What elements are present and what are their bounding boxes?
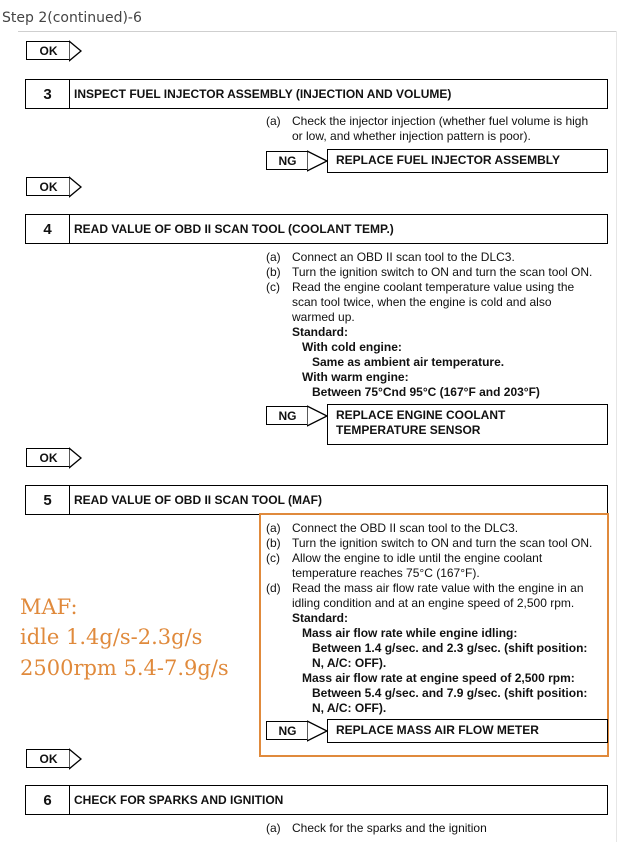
ok-label: OK (26, 749, 70, 768)
standard-heading: Standard: (292, 611, 349, 625)
ng-arrow-icon (307, 719, 329, 743)
step-4-header (25, 214, 608, 244)
ok-flag (26, 176, 82, 198)
standard-condition: Mass air flow rate at engine speed of 2,500 rpm: (302, 671, 575, 685)
ng-label: NG (266, 406, 308, 425)
standard-condition: Mass air flow rate while engine idling: (302, 626, 518, 640)
frame-border-right (616, 31, 617, 842)
step-5-header (25, 485, 608, 515)
handwritten-note-line: MAF: (20, 595, 78, 619)
step-title: INSPECT FUEL INJECTOR ASSEMBLY (INJECTION AND VOLUME) (74, 87, 452, 101)
standard-value: Same as ambient air temperature. (312, 355, 505, 369)
ng-arrow-icon (307, 149, 329, 173)
standard-condition: With warm engine: (302, 370, 409, 384)
ng-label: NG (266, 721, 308, 740)
ok-flag (26, 40, 82, 62)
ok-arrow-icon (69, 176, 83, 198)
standard-value: Between 75°Cnd 95°C (167°F and 203°F) (312, 385, 540, 399)
step-4-ng-result: REPLACE ENGINE COOLANT TEMPERATURE SENSOR (327, 404, 608, 445)
standard-value: N, A/C: OFF). (312, 656, 387, 670)
standard-condition: With cold engine: (302, 340, 402, 354)
ok-arrow-icon (69, 748, 83, 770)
standard-value: Between 1.4 g/sec. and 2.3 g/sec. (shift position: (312, 641, 588, 655)
step-number: 3 (26, 80, 70, 108)
frame-border-top (18, 31, 617, 32)
standard-value: N, A/C: OFF). (312, 701, 387, 715)
ok-arrow-icon (69, 40, 83, 62)
step-title: CHECK FOR SPARKS AND IGNITION (74, 793, 284, 807)
step-3-header (25, 79, 608, 109)
handwritten-note-line: idle 1.4g/s-2.3g/s (20, 625, 203, 649)
step-number: 6 (26, 786, 70, 814)
page-header: Step 2(continued)-6 (2, 10, 142, 26)
ok-label: OK (26, 177, 70, 196)
ok-label: OK (26, 41, 70, 60)
step-title: READ VALUE OF OBD II SCAN TOOL (COOLANT TEMP.) (74, 222, 394, 236)
step-6-header (25, 785, 608, 815)
step-title: READ VALUE OF OBD II SCAN TOOL (MAF) (74, 493, 322, 507)
step-5-ng-result: REPLACE MASS AIR FLOW METER (327, 719, 608, 743)
standard-value: Between 5.4 g/sec. and 7.9 g/sec. (shift position: (312, 686, 588, 700)
step-number: 4 (26, 215, 70, 243)
ok-flag (26, 447, 82, 469)
ng-label: NG (266, 151, 308, 170)
standard-heading: Standard: (292, 325, 349, 339)
ok-flag (26, 748, 82, 770)
handwritten-note-line: 2500rpm 5.4-7.9g/s (20, 656, 229, 680)
ng-arrow-icon (307, 404, 329, 428)
ok-label: OK (26, 448, 70, 467)
ok-arrow-icon (69, 447, 83, 469)
step-number: 5 (26, 486, 70, 514)
step-3-ng-result: REPLACE FUEL INJECTOR ASSEMBLY (327, 149, 608, 173)
